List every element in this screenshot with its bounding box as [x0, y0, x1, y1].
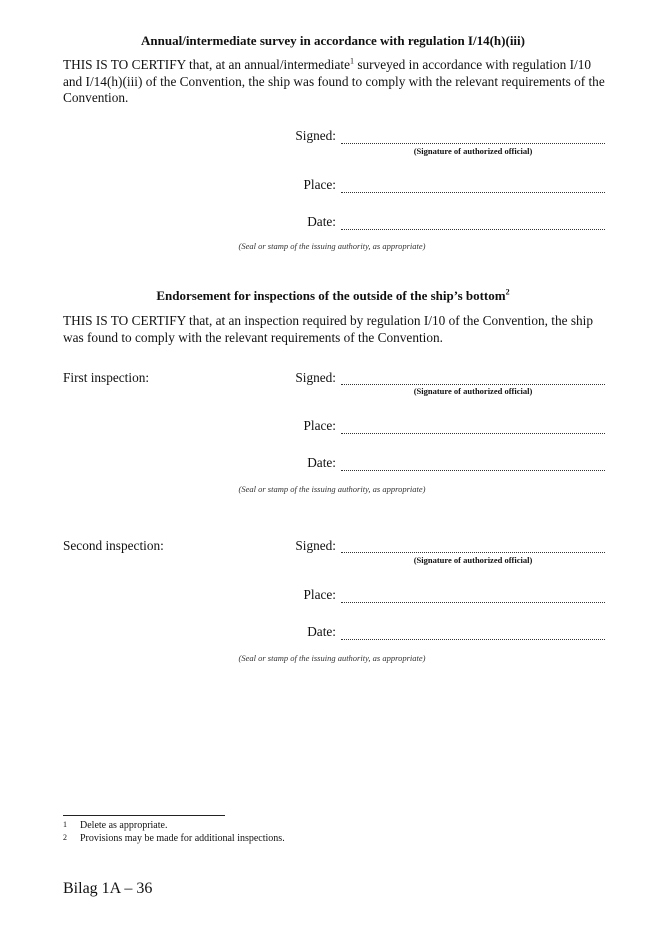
s1-signature-hint: (Signature of authorized official) [413, 146, 533, 156]
first-signature-hint: (Signature of authorized official) [413, 386, 533, 396]
section2-heading [63, 288, 603, 304]
first-place-line[interactable] [341, 433, 605, 434]
second-date-label: Date: [307, 624, 336, 639]
footnote-2-mark: 2 [63, 833, 67, 842]
footnote-1-text: Delete as appropriate. [80, 820, 168, 831]
s1-place-label: Place: [303, 177, 336, 192]
second-seal-hint: (Seal or stamp of the issuing authority, as appropriate) [238, 653, 426, 663]
footnote-1 [63, 820, 167, 831]
first-inspection-label: First inspection: [63, 370, 150, 385]
s1-place-line[interactable] [341, 192, 605, 193]
second-signature-hint: (Signature of authorized official) [413, 555, 533, 565]
s1-signed-line[interactable] [341, 143, 605, 144]
section1-text-before: THIS IS TO CERTIFY that, at an annual/intermediate [63, 57, 350, 72]
section1-heading: Annual/intermediate survey in accordance with regulation I/14(h)(iii) [141, 33, 525, 48]
first-seal-hint: (Seal or stamp of the issuing authority, as appropriate) [238, 484, 426, 494]
second-signed-label: Signed: [295, 538, 336, 553]
section2-certify-text: THIS IS TO CERTIFY that, at an inspection required by regulation I/10 of the Convention, the ship was found to comply with the relevant requirements of the Convention. [63, 313, 594, 345]
second-inspection-label: Second inspection: [63, 538, 164, 553]
s1-date-line[interactable] [341, 229, 605, 230]
section1-text-after: surveyed in accordance with regulation I/10 and I/14(h)(iii) of the Convention, the ship was found to comply with the relevant requirements of the Convention. [63, 57, 605, 105]
first-place-label: Place: [303, 418, 336, 433]
second-place-line[interactable] [341, 602, 605, 603]
first-signed-label: Signed: [295, 370, 336, 385]
section1-certify-text [63, 57, 608, 107]
first-date-line[interactable] [341, 470, 605, 471]
s1-signed-label: Signed: [295, 128, 336, 143]
footnote-2-text: Provisions may be made for additional inspections. [80, 833, 285, 844]
footnote-1-mark: 1 [63, 820, 67, 829]
page-footer: Bilag 1A – 36 [63, 880, 153, 897]
first-signed-line[interactable] [341, 384, 605, 385]
footnote-2 [63, 833, 285, 844]
footnote-separator [63, 815, 225, 816]
first-date-label: Date: [307, 455, 336, 470]
s1-seal-hint: (Seal or stamp of the issuing authority, as appropriate) [238, 241, 426, 251]
footnote-ref-2: 2 [505, 287, 510, 297]
second-signed-line[interactable] [341, 552, 605, 553]
s1-date-label: Date: [307, 214, 336, 229]
second-date-line[interactable] [341, 639, 605, 640]
section2-heading-text: Endorsement for inspections of the outside of the ship’s bottom [156, 288, 506, 303]
footnote-ref-1: 1 [350, 56, 354, 66]
second-place-label: Place: [303, 587, 336, 602]
